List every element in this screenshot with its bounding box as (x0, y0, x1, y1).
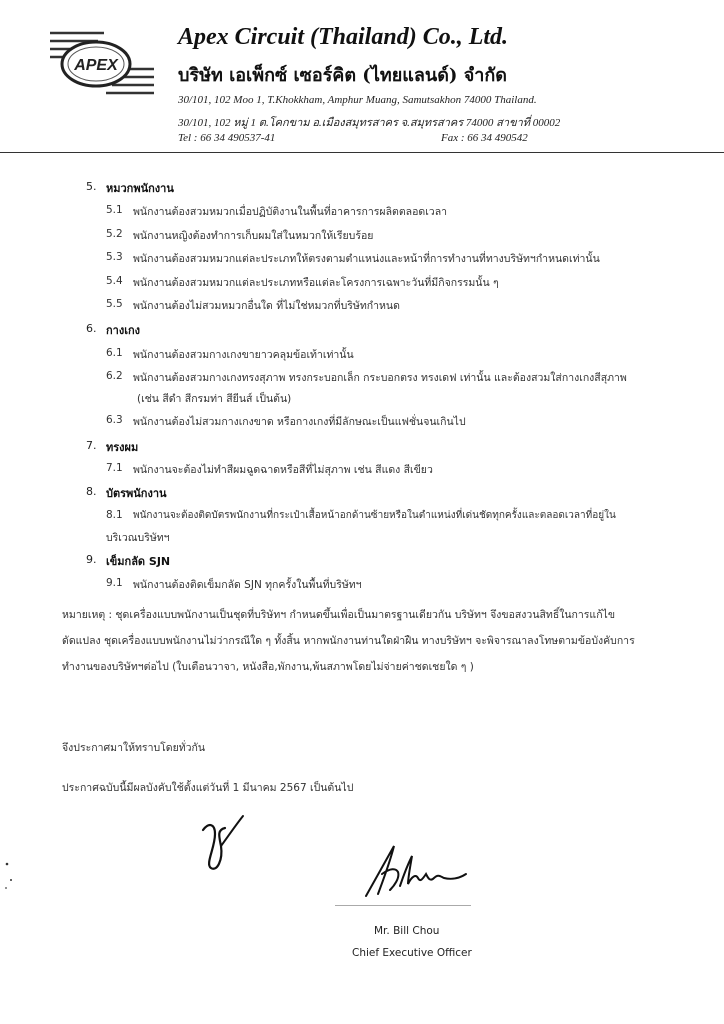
item-text: พนักงานต้องไม่สวมหมวกอื่นใด ที่ไม่ใช่หมวกที่บริษัทกำหนด (133, 300, 400, 312)
item-number: 8.1 (106, 509, 123, 521)
remark-line: ทำงานของบริษัทฯต่อไป (ใบเตือนวาจา, หนังสือ,พักงาน,พ้นสภาพโดยไม่จ่ายค่าชดเชยใด ๆ ) (62, 661, 474, 673)
signer-title: Chief Executive Officer (352, 947, 472, 959)
item-number: 6.1 (106, 347, 123, 359)
remark-line: หมายเหตุ : ชุดเครื่องแบบพนักงานเป็นชุดที่บริษัทฯ กำหนดขึ้นเพื่อเป็นมาตรฐานเดียวกัน บริษัทฯ จึงขอสงวนสิทธิ์ในการแก้ไข (62, 609, 616, 621)
section-title: กางเกง (106, 324, 140, 337)
item-text: พนักงานต้องสวมกางเกงทรงสุภาพ ทรงกระบอกเล็ก กระบอกตรง ทรงเดฟ เท่านั้น และต้องสวมใส่กางเกงสีสุภาพ (133, 372, 627, 384)
company-name-en: Apex Circuit (Thailand) Co., Ltd. (178, 24, 509, 50)
item-number: 5.3 (106, 251, 123, 263)
item-number: 7.1 (106, 462, 123, 474)
item-text: พนักงานต้องไม่สวมกางเกงขาด หรือกางเกงที่มีลักษณะเป็นแฟชั่นจนเกินไป (133, 416, 466, 428)
item-text-continued: บริเวณบริษัทฯ (106, 532, 170, 544)
company-name-th: บริษัท เอเพ็กซ์ เซอร์คิต (ไทยแลนด์) จำกัด (178, 65, 507, 86)
signer-name: Mr. Bill Chou (374, 925, 440, 937)
item-number: 5.5 (106, 298, 123, 310)
section-number: 7. (86, 439, 97, 452)
logo-text: APEX (74, 57, 118, 74)
item-text: พนักงานหญิงต้องทำการเก็บผมใส่ในหมวกให้เรียบร้อย (133, 230, 374, 242)
item-number: 6.2 (106, 370, 123, 382)
item-text: พนักงานต้องติดเข็มกลัด SJN ทุกครั้งในพื้นที่บริษัทฯ (133, 579, 362, 591)
remark-line: ดัดแปลง ชุดเครื่องแบบพนักงานไม่ว่ากรณีใด ๆ ทั้งสิ้น หากพนักงานท่านใดฝ่าฝืน ทางบริษัทฯ จะพิจารณาลงโทษตามข้อบังคับการ (62, 635, 635, 647)
address-th: 30/101, 102 หมู่ 1 ต.โคกขาม อ.เมืองสมุทรสาคร จ.สมุทรสาคร 74000 สาขาที่ 00002 (178, 117, 561, 129)
announcement: จึงประกาศมาให้ทราบโดยทั่วกัน (62, 742, 206, 754)
section-number: 5. (86, 180, 97, 193)
section-title: ทรงผม (106, 441, 139, 454)
address-en: 30/101, 102 Moo 1, T.Khokkham, Amphur Muang, Samutsakhon 74000 Thailand. (178, 94, 537, 106)
section-title: เข็มกลัด SJN (106, 555, 171, 568)
scan-specks (0, 850, 30, 900)
section-title: บัตรพนักงาน (106, 487, 167, 500)
section-title: หมวกพนักงาน (106, 182, 174, 195)
item-text: พนักงานต้องสวมหมวกแต่ละประเภทให้ตรงตามตำแหน่งและหน้าที่การทำงานที่ทางบริษัทฯกำหนดเท่านั้น (133, 253, 600, 265)
item-text: พนักงานต้องสวมหมวกเมื่อปฏิบัติงานในพื้นที่อาคารการผลิตตลอดเวลา (133, 206, 448, 218)
section-number: 6. (86, 322, 97, 335)
item-number: 6.3 (106, 414, 123, 426)
item-number: 5.1 (106, 204, 123, 216)
telephone: Tel : 66 34 490537-41 (178, 132, 276, 144)
section-number: 8. (86, 485, 97, 498)
header-divider (0, 152, 724, 153)
item-number: 9.1 (106, 577, 123, 589)
item-text: พนักงานจะต้องไม่ทำสีผมฉูดฉาดหรือสีที่ไม่สุภาพ เช่น สีแดง สีเขียว (133, 464, 433, 476)
signature-line (335, 905, 471, 906)
section-number: 9. (86, 553, 97, 566)
apex-logo (46, 24, 158, 100)
item-text: พนักงานจะต้องติดบัตรพนักงานที่กระเป๋าเสื้อหน้าอกด้านซ้ายหรือในตำแหน่งที่เด่นชัดทุกครั้งและตลอดเวลาที่อยู่ใน (133, 510, 616, 521)
item-number: 5.4 (106, 275, 123, 287)
ceo-signature (360, 838, 470, 902)
fax: Fax : 66 34 490542 (441, 132, 528, 144)
item-text: พนักงานต้องสวมกางเกงขายาวคลุมข้อเท้าเท่านั้น (133, 349, 354, 361)
item-number: 5.2 (106, 228, 123, 240)
initial-signature (195, 812, 255, 874)
item-text-continued: (เช่น สีดำ สีกรมท่า สียีนส์ เป็นต้น) (137, 393, 292, 405)
effective-date: ประกาศฉบับนี้มีผลบังคับใช้ตั้งแต่วันที่ 1 มีนาคม 2567 เป็นต้นไป (62, 782, 354, 794)
item-text: พนักงานต้องสวมหมวกแต่ละประเภทหรือแต่ละโครงการเฉพาะวันที่มีกิจกรรมนั้น ๆ (133, 277, 499, 289)
